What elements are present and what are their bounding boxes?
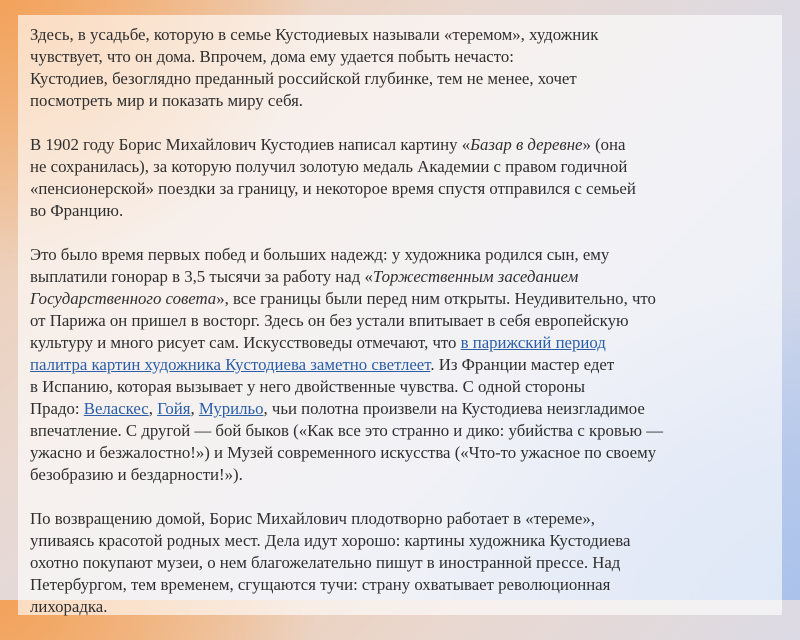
text-line: не сохранилась), за которую получил золотую медаль Академии с правом годичной [30, 157, 628, 176]
text-fragment: , [148, 399, 158, 418]
paragraph-1 [30, 24, 770, 112]
link-palette-brighter[interactable]: палитра картин художника Кустодиева заметно светлеет [30, 355, 431, 374]
text-line: По возвращению домой, Борис Михайлович плодотворно работает в «тереме», [30, 509, 595, 528]
text-line: чувствует, что он дома. Впрочем, дома ему удается побыть нечасто: [30, 47, 514, 66]
link-velazquez[interactable]: Веласкес [83, 399, 149, 418]
text-line: от Парижа он пришел в восторг. Здесь он без устали впитывает в себя европейскую [30, 311, 629, 330]
link-murillo[interactable]: Мурильо [198, 399, 264, 418]
text-line: Петербургом, тем временем, сгущаются тучи: страну охватывает революционная [30, 575, 611, 594]
text-fragment: » (она [582, 135, 626, 154]
text-line: упиваясь красотой родных мест. Дела идут хорошо: картины художника Кустодиева [30, 531, 631, 550]
text-line [30, 266, 770, 288]
text-line: в Испанию, которая вызывает у него двойственные чувства. С одной стороны [30, 377, 586, 396]
paragraph-4 [30, 508, 770, 618]
text-line: Здесь, в усадьбе, которую в семье Кустодиевых называли «теремом», художник [30, 25, 599, 44]
text-line: «пенсионерской» поездки за границу, и некоторое время спустя отправился с семьей [30, 179, 636, 198]
text-line: лихорадка. [30, 597, 108, 616]
text-fragment: В 1902 году Борис Михайлович Кустодиев написал картину « [30, 135, 471, 154]
text-line [30, 398, 770, 420]
text-line [30, 288, 770, 310]
painting-title: Государственного совета [30, 289, 217, 308]
paragraph-2 [30, 134, 770, 222]
text-line: во Францию. [30, 201, 124, 220]
text-line: охотно покупают музеи, о нем благожелательно пишут в иностранной прессе. Над [30, 553, 621, 572]
text-line [30, 332, 770, 354]
text-fragment: культуру и много рисует сам. Искусствоведы отмечают, что [30, 333, 461, 352]
link-goya[interactable]: Гойя [157, 399, 191, 418]
text-line: Кустодиев, безоглядно преданный российской глубинке, тем не менее, хочет [30, 69, 577, 88]
text-line: ужасно и безжалостно!») и Музей современного искусства («Что-то ужасное по своему [30, 443, 657, 462]
text-line: посмотреть мир и показать миру себя. [30, 91, 303, 110]
text-fragment: », все границы были перед ним открыты. Неудивительно, что [216, 289, 656, 308]
text-fragment: Прадо: [30, 399, 84, 418]
text-line: безобразию и бездарности!»). [30, 465, 243, 484]
text-line [30, 134, 770, 156]
text-fragment: выплатили гонорар в 3,5 тысячи за работу над « [30, 267, 373, 286]
paragraph-3 [30, 244, 770, 486]
text-line: впечатление. С другой — бой быков («Как все это странно и дико: убийства с кровью — [30, 421, 663, 440]
painting-title: Торжественным заседанием [372, 267, 579, 286]
text-fragment: , [190, 399, 199, 418]
text-line [30, 354, 770, 376]
text-fragment: . Из Франции мастер едет [430, 355, 615, 374]
text-fragment: , чьи полотна произвели на Кустодиева неизгладимое [263, 399, 645, 418]
link-paris-period[interactable]: в парижский период [460, 333, 606, 352]
text-line: Это было время первых побед и больших надежд: у художника родился сын, ему [30, 245, 610, 264]
article-text [30, 24, 770, 640]
painting-title: Базар в деревне [470, 135, 583, 154]
